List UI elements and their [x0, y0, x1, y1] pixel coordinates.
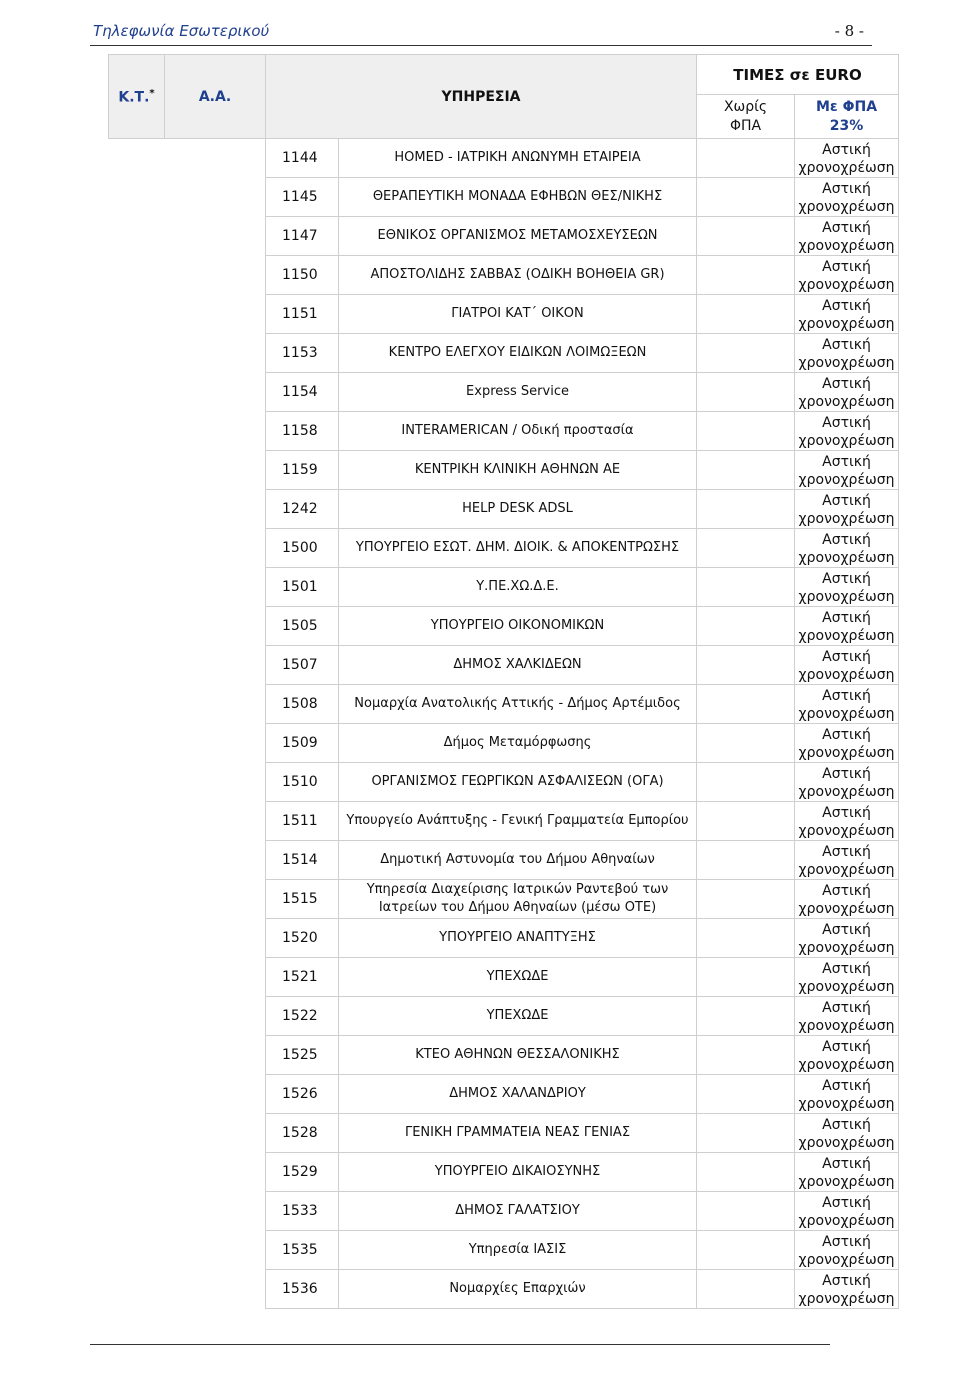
service-name: HELP DESK ADSL: [339, 490, 697, 529]
price-with-vat: [795, 217, 899, 256]
empty-cell: [109, 724, 266, 763]
price-vat-line1: Αστική: [822, 532, 871, 548]
price-with-vat: [795, 802, 899, 841]
price-vat-line2: χρονοχρέωση: [798, 472, 895, 488]
price-no-vat: [697, 724, 795, 763]
price-vat-line1: Αστική: [822, 259, 871, 275]
price-vat-line1: Αστική: [822, 142, 871, 158]
price-with-vat: [795, 1114, 899, 1153]
empty-cell: [109, 997, 266, 1036]
column-header-vat: Με ΦΠΑ 23%: [795, 95, 899, 139]
service-code: 1528: [266, 1114, 339, 1153]
price-with-vat: [795, 1192, 899, 1231]
table-row: [109, 1114, 899, 1153]
service-code: 1509: [266, 724, 339, 763]
service-name: Υ.ΠΕ.ΧΩ.Δ.Ε.: [339, 568, 697, 607]
table-row: [109, 412, 899, 451]
empty-cell: [109, 1231, 266, 1270]
service-code: 1521: [266, 958, 339, 997]
table-row: [109, 1192, 899, 1231]
header-divider: [90, 45, 872, 46]
service-name: Express Service: [339, 373, 697, 412]
service-name: ΚΕΝΤΡΟ ΕΛΕΓΧΟΥ ΕΙΔΙΚΩΝ ΛΟΙΜΩΞΕΩΝ: [339, 334, 697, 373]
price-vat-line1: Αστική: [822, 649, 871, 665]
price-with-vat: [795, 919, 899, 958]
table-row: [109, 373, 899, 412]
price-vat-line1: Αστική: [822, 688, 871, 704]
price-vat-line2: χρονοχρέωση: [798, 1291, 895, 1307]
price-vat-line2: χρονοχρέωση: [798, 979, 895, 995]
table-row: [109, 529, 899, 568]
price-with-vat: [795, 880, 899, 919]
price-vat-line2: χρονοχρέωση: [798, 433, 895, 449]
empty-cell: [109, 685, 266, 724]
price-no-vat: [697, 880, 795, 919]
price-no-vat: [697, 529, 795, 568]
service-name: ΚΕΝΤΡΙΚΗ ΚΛΙΝΙΚΗ ΑΘΗΝΩΝ ΑΕ: [339, 451, 697, 490]
price-with-vat: [795, 763, 899, 802]
empty-cell: [109, 178, 266, 217]
table-row: [109, 724, 899, 763]
table-row: [109, 763, 899, 802]
service-code: 1508: [266, 685, 339, 724]
service-code: 1151: [266, 295, 339, 334]
price-with-vat: [795, 841, 899, 880]
price-with-vat: [795, 490, 899, 529]
price-with-vat: [795, 1270, 899, 1309]
service-code: 1536: [266, 1270, 339, 1309]
price-with-vat: [795, 568, 899, 607]
service-name: ΑΠΟΣΤΟΛΙΔΗΣ ΣΑΒΒΑΣ (ΟΔΙΚΗ ΒΟΗΘΕΙΑ GR): [339, 256, 697, 295]
price-vat-line2: χρονοχρέωση: [798, 823, 895, 839]
footer-divider: [90, 1344, 830, 1345]
price-vat-line2: χρονοχρέωση: [798, 394, 895, 410]
price-vat-line2: χρονοχρέωση: [798, 745, 895, 761]
service-name: ΥΠΟΥΡΓΕΙΟ ΟΙΚΟΝΟΜΙΚΩΝ: [339, 607, 697, 646]
price-vat-line1: Αστική: [822, 922, 871, 938]
empty-cell: [109, 490, 266, 529]
service-code: 1153: [266, 334, 339, 373]
price-vat-line2: χρονοχρέωση: [798, 901, 895, 917]
price-vat-line2: χρονοχρέωση: [798, 160, 895, 176]
table-row: [109, 997, 899, 1036]
column-header-kt: Κ.Τ.*: [109, 55, 165, 139]
price-no-vat: [697, 958, 795, 997]
column-header-no-vat: Χωρίς ΦΠΑ: [697, 95, 795, 139]
price-vat-line1: Αστική: [822, 1273, 871, 1289]
price-with-vat: [795, 646, 899, 685]
price-vat-line2: χρονοχρέωση: [798, 628, 895, 644]
price-no-vat: [697, 256, 795, 295]
table-row: [109, 880, 899, 919]
service-name: ΥΠΟΥΡΓΕΙΟ ΑΝΑΠΤΥΞΗΣ: [339, 919, 697, 958]
price-vat-line1: Αστική: [822, 610, 871, 626]
empty-cell: [109, 763, 266, 802]
empty-cell: [109, 958, 266, 997]
empty-cell: [109, 1036, 266, 1075]
rates-table: [108, 54, 899, 1309]
empty-cell: [109, 841, 266, 880]
price-with-vat: [795, 958, 899, 997]
service-name: Δήμος Μεταμόρφωσης: [339, 724, 697, 763]
table-row: [109, 919, 899, 958]
table-row: [109, 256, 899, 295]
price-vat-line2: χρονοχρέωση: [798, 1135, 895, 1151]
service-code: 1501: [266, 568, 339, 607]
empty-cell: [109, 373, 266, 412]
price-no-vat: [697, 568, 795, 607]
empty-cell: [109, 646, 266, 685]
price-vat-line1: Αστική: [822, 727, 871, 743]
service-name: Νομαρχίες Επαρχιών: [339, 1270, 697, 1309]
price-no-vat: [697, 919, 795, 958]
service-name: ΟΡΓΑΝΙΣΜΟΣ ΓΕΩΡΓΙΚΩΝ ΑΣΦΑΛΙΣΕΩΝ (ΟΓΑ): [339, 763, 697, 802]
price-no-vat: [697, 1192, 795, 1231]
price-no-vat: [697, 1075, 795, 1114]
empty-cell: [109, 568, 266, 607]
service-name: ΘΕΡΑΠΕΥΤΙΚΗ ΜΟΝΑΔΑ ΕΦΗΒΩΝ ΘΕΣ/ΝΙΚΗΣ: [339, 178, 697, 217]
table-row: [109, 958, 899, 997]
price-vat-line2: χρονοχρέωση: [798, 1213, 895, 1229]
table-body: [109, 139, 899, 1309]
column-header-aa: Α.Α.: [165, 55, 266, 139]
table-row: [109, 451, 899, 490]
price-vat-line1: Αστική: [822, 1156, 871, 1172]
price-with-vat: [795, 607, 899, 646]
table-row: [109, 1036, 899, 1075]
price-vat-line1: Αστική: [822, 1117, 871, 1133]
table-row: [109, 295, 899, 334]
service-code: 1526: [266, 1075, 339, 1114]
price-with-vat: [795, 295, 899, 334]
price-vat-line1: Αστική: [822, 961, 871, 977]
table-row: [109, 490, 899, 529]
price-vat-line2: χρονοχρέωση: [798, 316, 895, 332]
empty-cell: [109, 802, 266, 841]
price-with-vat: [795, 412, 899, 451]
price-no-vat: [697, 997, 795, 1036]
price-with-vat: [795, 256, 899, 295]
price-with-vat: [795, 1075, 899, 1114]
column-header-prices: ΤΙΜΕΣ σε EURO: [697, 55, 899, 95]
price-no-vat: [697, 139, 795, 178]
empty-cell: [109, 217, 266, 256]
service-name: ΥΠΕΧΩΔΕ: [339, 997, 697, 1036]
price-no-vat: [697, 451, 795, 490]
table-row: [109, 217, 899, 256]
header-row: [109, 55, 899, 95]
service-name: ΓΕΝΙΚΗ ΓΡΑΜΜΑΤΕΙΑ ΝΕΑΣ ΓΕΝΙΑΣ: [339, 1114, 697, 1153]
price-with-vat: [795, 997, 899, 1036]
price-no-vat: [697, 1036, 795, 1075]
price-vat-line2: χρονοχρέωση: [798, 667, 895, 683]
price-vat-line2: χρονοχρέωση: [798, 550, 895, 566]
price-vat-line2: χρονοχρέωση: [798, 940, 895, 956]
price-with-vat: [795, 373, 899, 412]
price-vat-line1: Αστική: [822, 298, 871, 314]
empty-cell: [109, 1114, 266, 1153]
table-row: [109, 1231, 899, 1270]
table-row: [109, 1270, 899, 1309]
price-vat-line1: Αστική: [822, 1000, 871, 1016]
price-vat-line1: Αστική: [822, 571, 871, 587]
service-code: 1535: [266, 1231, 339, 1270]
price-no-vat: [697, 685, 795, 724]
price-no-vat: [697, 373, 795, 412]
empty-cell: [109, 1270, 266, 1309]
price-vat-line2: χρονοχρέωση: [798, 277, 895, 293]
price-vat-line1: Αστική: [822, 337, 871, 353]
price-vat-line1: Αστική: [822, 844, 871, 860]
table-row: [109, 1075, 899, 1114]
table-row: [109, 685, 899, 724]
service-code: 1529: [266, 1153, 339, 1192]
price-with-vat: [795, 529, 899, 568]
empty-cell: [109, 529, 266, 568]
table-row: [109, 607, 899, 646]
price-vat-line2: χρονοχρέωση: [798, 706, 895, 722]
service-code: 1500: [266, 529, 339, 568]
price-no-vat: [697, 802, 795, 841]
service-name: Υπηρεσία ΙΑΣΙΣ: [339, 1231, 697, 1270]
service-name: INTERAMERICAN / Οδική προστασία: [339, 412, 697, 451]
table-row: [109, 1153, 899, 1192]
price-vat-line2: χρονοχρέωση: [798, 238, 895, 254]
price-with-vat: [795, 178, 899, 217]
price-with-vat: [795, 451, 899, 490]
price-no-vat: [697, 763, 795, 802]
price-no-vat: [697, 334, 795, 373]
price-with-vat: [795, 1231, 899, 1270]
price-no-vat: [697, 295, 795, 334]
service-code: 1533: [266, 1192, 339, 1231]
service-name: ΥΠΟΥΡΓΕΙΟ ΕΣΩΤ. ΔΗΜ. ΔΙΟΙΚ. & ΑΠΟΚΕΝΤΡΩΣΗΣ: [339, 529, 697, 568]
price-vat-line1: Αστική: [822, 415, 871, 431]
price-vat-line2: χρονοχρέωση: [798, 1252, 895, 1268]
price-vat-line2: χρονοχρέωση: [798, 862, 895, 878]
price-vat-line1: Αστική: [822, 1039, 871, 1055]
price-vat-line1: Αστική: [822, 766, 871, 782]
price-no-vat: [697, 646, 795, 685]
price-vat-line2: χρονοχρέωση: [798, 355, 895, 371]
empty-cell: [109, 139, 266, 178]
price-no-vat: [697, 841, 795, 880]
price-vat-line1: Αστική: [822, 220, 871, 236]
service-code: 1242: [266, 490, 339, 529]
table-row: [109, 802, 899, 841]
service-name: HOMED - ΙΑΤΡΙΚΗ ΑΝΩΝΥΜΗ ΕΤΑΙΡΕΙΑ: [339, 139, 697, 178]
service-code: 1522: [266, 997, 339, 1036]
price-no-vat: [697, 1114, 795, 1153]
service-code: 1525: [266, 1036, 339, 1075]
empty-cell: [109, 919, 266, 958]
empty-cell: [109, 451, 266, 490]
service-code: 1147: [266, 217, 339, 256]
price-with-vat: [795, 1153, 899, 1192]
table-row: [109, 139, 899, 178]
price-vat-line2: χρονοχρέωση: [798, 511, 895, 527]
price-with-vat: [795, 139, 899, 178]
service-name: Υπουργείο Ανάπτυξης - Γενική Γραμματεία Εμπορίου: [339, 802, 697, 841]
price-with-vat: [795, 685, 899, 724]
service-code: 1515: [266, 880, 339, 919]
price-vat-line1: Αστική: [822, 883, 871, 899]
service-code: 1514: [266, 841, 339, 880]
price-vat-line2: χρονοχρέωση: [798, 1018, 895, 1034]
price-vat-line1: Αστική: [822, 1195, 871, 1211]
price-vat-line1: Αστική: [822, 181, 871, 197]
table-row: [109, 568, 899, 607]
service-name: Υπηρεσία Διαχείρισης Ιατρικών Ραντεβού των Ιατρείων του Δήμου Αθηναίων (μέσω ΟΤΕ): [339, 880, 697, 919]
price-vat-line1: Αστική: [822, 1078, 871, 1094]
service-name: Δημοτική Αστυνομία του Δήμου Αθηναίων: [339, 841, 697, 880]
table-row: [109, 334, 899, 373]
empty-cell: [109, 1153, 266, 1192]
price-no-vat: [697, 607, 795, 646]
price-vat-line1: Αστική: [822, 493, 871, 509]
service-name: ΓΙΑΤΡΟΙ ΚΑΤ΄ ΟΙΚΟΝ: [339, 295, 697, 334]
price-vat-line1: Αστική: [822, 376, 871, 392]
service-name: ΥΠΕΧΩΔΕ: [339, 958, 697, 997]
service-code: 1520: [266, 919, 339, 958]
service-code: 1507: [266, 646, 339, 685]
table-row: [109, 841, 899, 880]
empty-cell: [109, 880, 266, 919]
price-vat-line2: χρονοχρέωση: [798, 1057, 895, 1073]
page-title: Τηλεφωνία Εσωτερικού: [93, 22, 270, 40]
price-vat-line1: Αστική: [822, 454, 871, 470]
price-no-vat: [697, 412, 795, 451]
price-vat-line2: χρονοχρέωση: [798, 784, 895, 800]
footnote-mark: *: [149, 87, 155, 99]
price-no-vat: [697, 1153, 795, 1192]
service-code: 1158: [266, 412, 339, 451]
price-with-vat: [795, 1036, 899, 1075]
service-code: 1145: [266, 178, 339, 217]
empty-cell: [109, 295, 266, 334]
price-vat-line2: χρονοχρέωση: [798, 1174, 895, 1190]
service-name: ΔΗΜΟΣ ΧΑΛΚΙΔΕΩΝ: [339, 646, 697, 685]
service-name: ΥΠΟΥΡΓΕΙΟ ΔΙΚΑΙΟΣΥΝΗΣ: [339, 1153, 697, 1192]
price-vat-line2: χρονοχρέωση: [798, 589, 895, 605]
empty-cell: [109, 334, 266, 373]
empty-cell: [109, 1192, 266, 1231]
price-vat-line2: χρονοχρέωση: [798, 1096, 895, 1112]
service-name: ΔΗΜΟΣ ΓΑΛΑΤΣΙΟΥ: [339, 1192, 697, 1231]
table-row: [109, 178, 899, 217]
service-name: Νομαρχία Ανατολικής Αττικής - Δήμος Αρτέμιδος: [339, 685, 697, 724]
price-no-vat: [697, 1270, 795, 1309]
column-header-service: ΥΠΗΡΕΣΙΑ: [266, 55, 697, 139]
service-name: ΕΘΝΙΚΟΣ ΟΡΓΑΝΙΣΜΟΣ ΜΕΤΑΜΟΣΧΕΥΣΕΩΝ: [339, 217, 697, 256]
page-header: [90, 20, 870, 44]
service-code: 1511: [266, 802, 339, 841]
price-no-vat: [697, 217, 795, 256]
price-no-vat: [697, 178, 795, 217]
service-code: 1159: [266, 451, 339, 490]
price-vat-line1: Αστική: [822, 1234, 871, 1250]
service-code: 1510: [266, 763, 339, 802]
service-code: 1150: [266, 256, 339, 295]
page-number: - 8 -: [834, 22, 864, 40]
price-with-vat: [795, 724, 899, 763]
empty-cell: [109, 1075, 266, 1114]
service-name: ΔΗΜΟΣ ΧΑΛΑΝΔΡΙΟΥ: [339, 1075, 697, 1114]
price-vat-line2: χρονοχρέωση: [798, 199, 895, 215]
price-no-vat: [697, 1231, 795, 1270]
service-code: 1154: [266, 373, 339, 412]
table-row: [109, 646, 899, 685]
service-code: 1144: [266, 139, 339, 178]
empty-cell: [109, 607, 266, 646]
price-no-vat: [697, 490, 795, 529]
empty-cell: [109, 412, 266, 451]
price-with-vat: [795, 334, 899, 373]
price-vat-line1: Αστική: [822, 805, 871, 821]
service-code: 1505: [266, 607, 339, 646]
empty-cell: [109, 256, 266, 295]
service-name: ΚΤΕΟ ΑΘΗΝΩΝ ΘΕΣΣΑΛΟΝΙΚΗΣ: [339, 1036, 697, 1075]
